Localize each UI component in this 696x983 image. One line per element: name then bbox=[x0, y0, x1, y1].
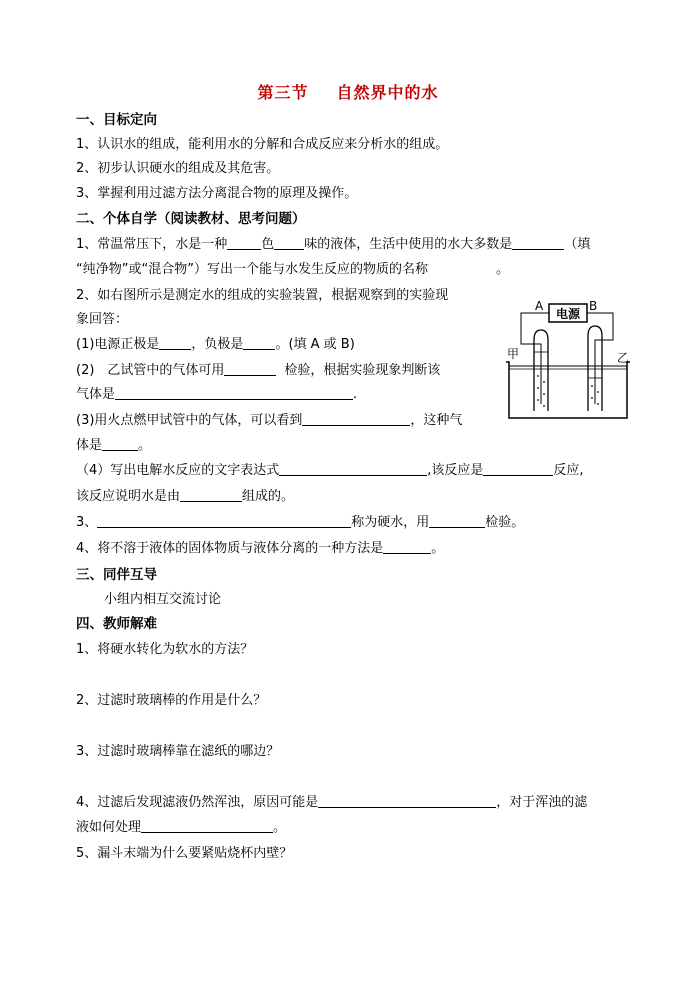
question-2-line-1: 2、如右图所示是测定水的组成的实验装置，根据观察到的实验现 bbox=[76, 288, 449, 303]
peer-discussion-text: 小组内相互交流讨论 bbox=[104, 592, 222, 607]
title-topic: 自然界中的水 bbox=[336, 83, 439, 102]
q2p4-blank-composition[interactable] bbox=[180, 488, 242, 502]
q1-blank-color[interactable] bbox=[227, 236, 261, 250]
q2p4-text-b: ,该反应是 bbox=[427, 463, 484, 478]
page-title bbox=[0, 80, 696, 103]
teacher-question-3: 3、过滤时玻璃棒靠在滤纸的哪边？ bbox=[76, 744, 280, 759]
q4-text-b: 。 bbox=[431, 541, 445, 556]
q3-text-c: 检验。 bbox=[485, 515, 525, 530]
wire-right bbox=[587, 313, 613, 346]
tq4-text-b: ，对于浑浊的滤 bbox=[496, 795, 588, 810]
q2p2-text-c: 气体是 bbox=[76, 387, 116, 402]
q2p4-text-e: 组成的。 bbox=[242, 489, 295, 504]
title-section-number: 第三节 bbox=[257, 83, 309, 102]
tq4-text-a: 4、过滤后发现滤液仍然浑浊，原因可能是 bbox=[76, 795, 319, 810]
teacher-question-4-line-2 bbox=[76, 819, 286, 837]
q2p4-blank-reaction-type[interactable] bbox=[483, 462, 553, 476]
q2p3-text-c: 体是 bbox=[76, 438, 103, 453]
goal-item-2: 2、初步认识硬水的组成及其危害。 bbox=[76, 161, 280, 176]
tq4-blank-reason[interactable] bbox=[318, 794, 496, 808]
question-4 bbox=[76, 540, 444, 558]
q2p3-text-a: (3)用火点燃甲试管中的气体，可以看到 bbox=[76, 413, 303, 428]
q2p4-text-d: 该反应说明水是由 bbox=[76, 489, 181, 504]
q1-text-c: 味的液体，生活中使用的水大多数是 bbox=[304, 237, 513, 252]
question-1-line-1 bbox=[76, 236, 590, 254]
goal-item-1: 1、认识水的组成，能利用水的分解和合成反应来分析水的组成。 bbox=[76, 137, 449, 152]
q2p2-text-d: . bbox=[353, 387, 358, 402]
q1-text-b: 色 bbox=[261, 237, 275, 252]
electrolysis-apparatus-diagram bbox=[503, 296, 631, 420]
q1-text-d: （填 bbox=[564, 237, 591, 252]
question-2-part-4-line-2 bbox=[76, 488, 294, 506]
q3-text-b: 称为硬水，用 bbox=[351, 515, 430, 530]
q2p3-text-d: 。 bbox=[138, 438, 152, 453]
section-heading-self-study: 二、个体自学（阅读教材、思考问题） bbox=[76, 211, 306, 227]
q3-text-a: 3、 bbox=[76, 515, 98, 530]
q1-blank-taste[interactable] bbox=[274, 236, 304, 250]
tq4-text-d: 。 bbox=[273, 820, 287, 835]
q2p1-blank-negative[interactable] bbox=[243, 336, 275, 350]
power-supply-label: 电源 bbox=[555, 307, 581, 321]
q2p1-text-b: ，负极是 bbox=[191, 337, 244, 352]
teacher-question-2: 2、过滤时玻璃棒的作用是什么？ bbox=[76, 693, 267, 708]
terminal-label-b: B bbox=[589, 299, 598, 313]
teacher-question-1: 1、将硬水转化为软水的方法？ bbox=[76, 642, 254, 657]
q3-blank-definition[interactable] bbox=[97, 514, 351, 528]
tube-label-jia: 甲 bbox=[507, 347, 520, 361]
q2p3-text-b: ，这种气 bbox=[410, 413, 463, 428]
q2p3-blank-phenomenon[interactable] bbox=[302, 412, 410, 426]
q4-blank-method[interactable] bbox=[383, 540, 431, 554]
tube-label-yi: 乙 bbox=[617, 351, 630, 365]
q2p4-text-a: （4）写出电解水反应的文字表达式 bbox=[76, 463, 280, 478]
question-2-part-2-line-1 bbox=[76, 362, 440, 380]
q2p1-text-c: 。(填 A 或 B) bbox=[275, 337, 355, 352]
question-2-part-1 bbox=[76, 336, 355, 354]
q1-text-e: “纯净物”或“混合物”）写出一个能与水发生反应的物质的名称 bbox=[76, 262, 428, 277]
tq4-text-c: 液如何处理 bbox=[76, 820, 142, 835]
beaker bbox=[506, 362, 630, 418]
q2p3-blank-gas[interactable] bbox=[102, 437, 138, 451]
q2p2-blank-test[interactable] bbox=[224, 362, 276, 376]
question-2-part-2-line-2 bbox=[76, 386, 357, 404]
q2p2-blank-gas[interactable] bbox=[115, 386, 353, 400]
terminal-label-a: A bbox=[535, 299, 544, 313]
q2p1-text-a: (1)电源正极是 bbox=[76, 337, 160, 352]
q2p1-blank-positive[interactable] bbox=[159, 336, 191, 350]
teacher-question-4-line-1 bbox=[76, 794, 587, 812]
q1-blank-pure-or-mixture[interactable] bbox=[512, 236, 564, 250]
tq4-blank-handling[interactable] bbox=[141, 819, 273, 833]
q4-text-a: 4、将不溶于液体的固体物质与液体分离的一种方法是 bbox=[76, 541, 384, 556]
section-heading-peer: 三、同伴互导 bbox=[76, 567, 157, 583]
q2p4-blank-equation[interactable] bbox=[279, 462, 427, 476]
q2p4-text-c: 反应, bbox=[553, 463, 584, 478]
section-heading-teacher: 四、教师解难 bbox=[76, 616, 157, 632]
question-2-line-2: 象回答： bbox=[76, 312, 129, 327]
goal-item-3: 3、掌握利用过滤方法分离混合物的原理及操作。 bbox=[76, 186, 358, 201]
q2p2-text-b: 检验，根据实验现象判断该 bbox=[284, 363, 441, 378]
question-2-part-4-line-1 bbox=[76, 462, 584, 480]
question-2-part-3-line-1 bbox=[76, 412, 462, 430]
question-2-part-3-line-2 bbox=[76, 437, 151, 455]
q1-text-f: 。 bbox=[495, 262, 509, 277]
teacher-question-5: 5、漏斗末端为什么要紧贴烧杯内壁？ bbox=[76, 846, 293, 861]
question-3 bbox=[76, 514, 524, 532]
q2p2-text-a: (2) 乙试管中的气体可用 bbox=[76, 363, 225, 378]
q1-text-a: 1、常温常压下，水是一种 bbox=[76, 237, 228, 252]
question-1-line-2 bbox=[76, 261, 509, 279]
section-heading-goals: 一、目标定向 bbox=[76, 112, 157, 128]
q3-blank-test[interactable] bbox=[429, 514, 485, 528]
